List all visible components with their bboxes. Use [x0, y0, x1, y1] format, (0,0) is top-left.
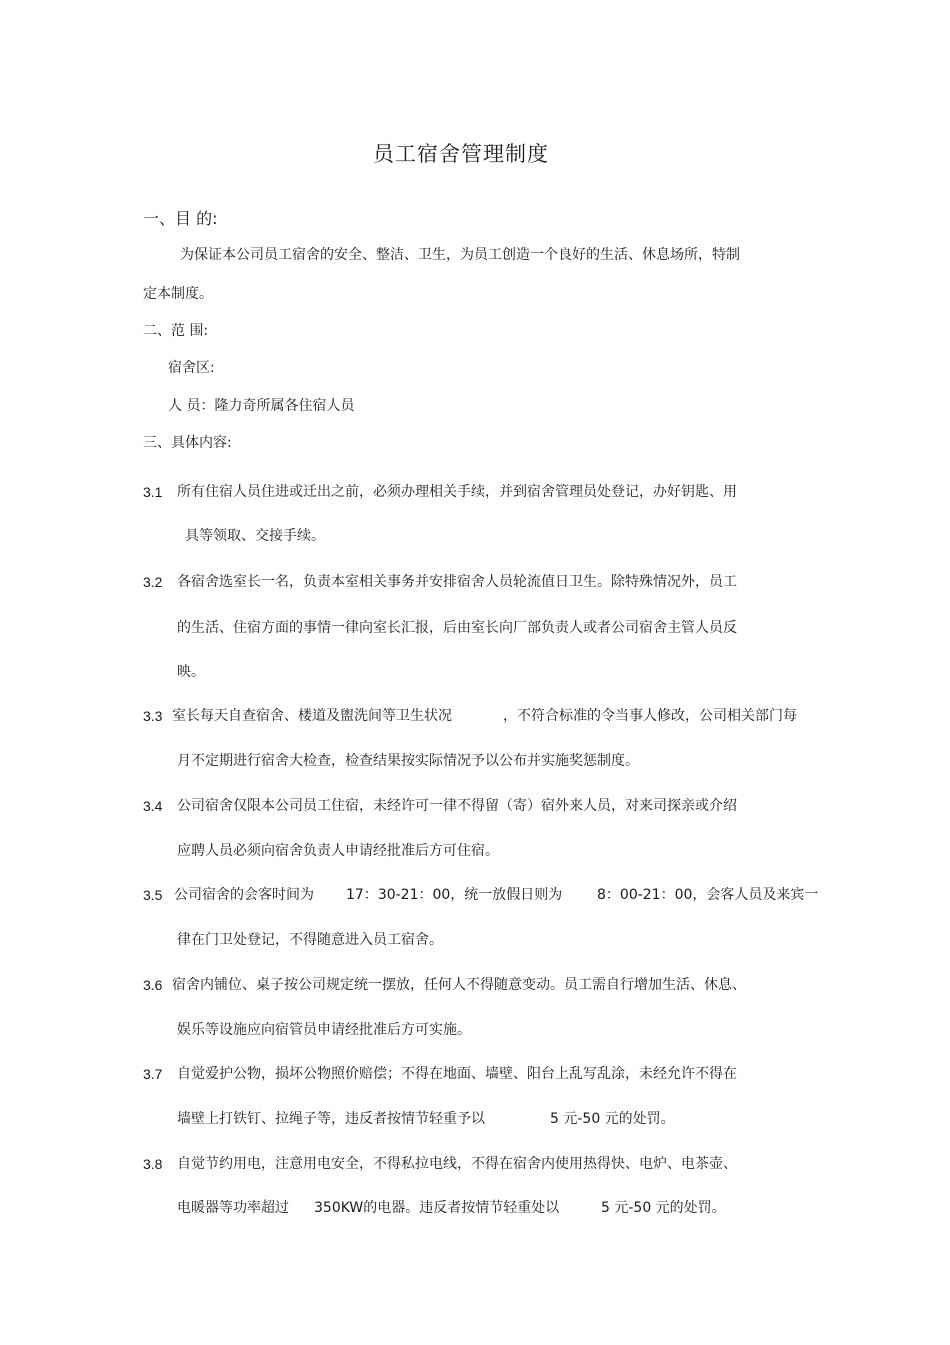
clause-text: 墙壁上打铁钉、拉绳子等，违反者按情节轻重予以: [177, 1111, 485, 1127]
clause-text: 自觉爱护公物，损坏公物照价赔偿；不得在地面、墙壁、阳台上乱写乱涂，未经允许不得在: [177, 1066, 737, 1082]
clause-number: 3.7: [143, 1066, 163, 1082]
clause-text: ，不符合标准的令当事人修改，公司相关部门每: [503, 708, 797, 724]
clause-number: 3.4: [143, 798, 163, 814]
clause-text: 律在门卫处登记，不得随意进入员工宿舍。: [177, 932, 443, 948]
clause-number: 3.5: [143, 887, 163, 903]
clause-text: 17：30-21：00，统一放假日则为: [346, 887, 563, 903]
clause-text: 各宿舍选室长一名，负责本室相关事务并安排宿舍人员轮流值日卫生。除特殊情况外，员工: [177, 574, 737, 590]
section2-personnel: 人 员：隆力奇所属各住宿人员: [168, 398, 355, 414]
section3-heading: 三、具体内容:: [143, 435, 232, 451]
clause-number: 3.1: [143, 484, 163, 500]
clause-text: 电暖器等功率超过: [177, 1200, 289, 1216]
section1-text: 定本制度。: [143, 286, 213, 302]
clause-text: 所有住宿人员住进或迁出之前，必须办理相关手续，并到宿舍管理员处登记，办好钥匙、用: [177, 484, 737, 500]
clause-text: 具等领取、交接手续。: [185, 528, 325, 544]
clause-text: 8：00-21：00，会客人员及来宾一: [597, 887, 819, 903]
section1-text: 为保证本公司员工宿舍的安全、整洁、卫生，为员工创造一个良好的生活、休息场所，特制: [180, 247, 740, 263]
clause-text: 娱乐等设施应向宿管员申请经批准后方可实施。: [177, 1022, 471, 1038]
clause-number: 3.6: [143, 977, 163, 993]
clause-text: 月不定期进行宿舍大检查，检查结果按实际情况予以公布并实施奖惩制度。: [177, 753, 639, 769]
clause-text: 映。: [177, 664, 205, 680]
clause-text: 的生活、住宿方面的事情一律向室长汇报，后由室长向厂部负责人或者公司宿舍主管人员反: [177, 620, 737, 636]
clause-text: 宿舍内铺位、桌子按公司规定统一摆放，任何人不得随意变动。员工需自行增加生活、休息、: [172, 977, 746, 993]
clause-text: 室长每天自查宿舍、楼道及盥洗间等卫生状况: [172, 708, 452, 724]
clause-text: 350KW的电器。违反者按情节轻重处以: [314, 1200, 560, 1216]
page-title: 员工宿舍管理制度: [373, 142, 549, 166]
section1-heading: 一、目 的:: [143, 209, 218, 228]
clause-text: 公司宿舍的会客时间为: [174, 887, 314, 903]
clause-text: 5 元-50 元的处罚。: [550, 1111, 675, 1127]
clause-number: 3.8: [143, 1156, 163, 1172]
clause-text: 应聘人员必须向宿舍负责人申请经批准后方可住宿。: [177, 843, 499, 859]
clause-text: 5 元-50 元的处罚。: [601, 1200, 726, 1216]
clause-text: 自觉节约用电，注意用电安全，不得私拉电线，不得在宿舍内使用热得快、电炉、电茶壶、: [177, 1156, 737, 1172]
clause-number: 3.2: [143, 574, 163, 590]
section2-heading: 二、范 围:: [143, 323, 209, 339]
clause-text: 公司宿舍仅限本公司员工住宿，未经许可一律不得留（寄）宿外来人员，对来司探亲或介绍: [177, 798, 737, 814]
section2-dorm-area: 宿舍区:: [168, 360, 215, 376]
clause-number: 3.3: [143, 708, 163, 724]
